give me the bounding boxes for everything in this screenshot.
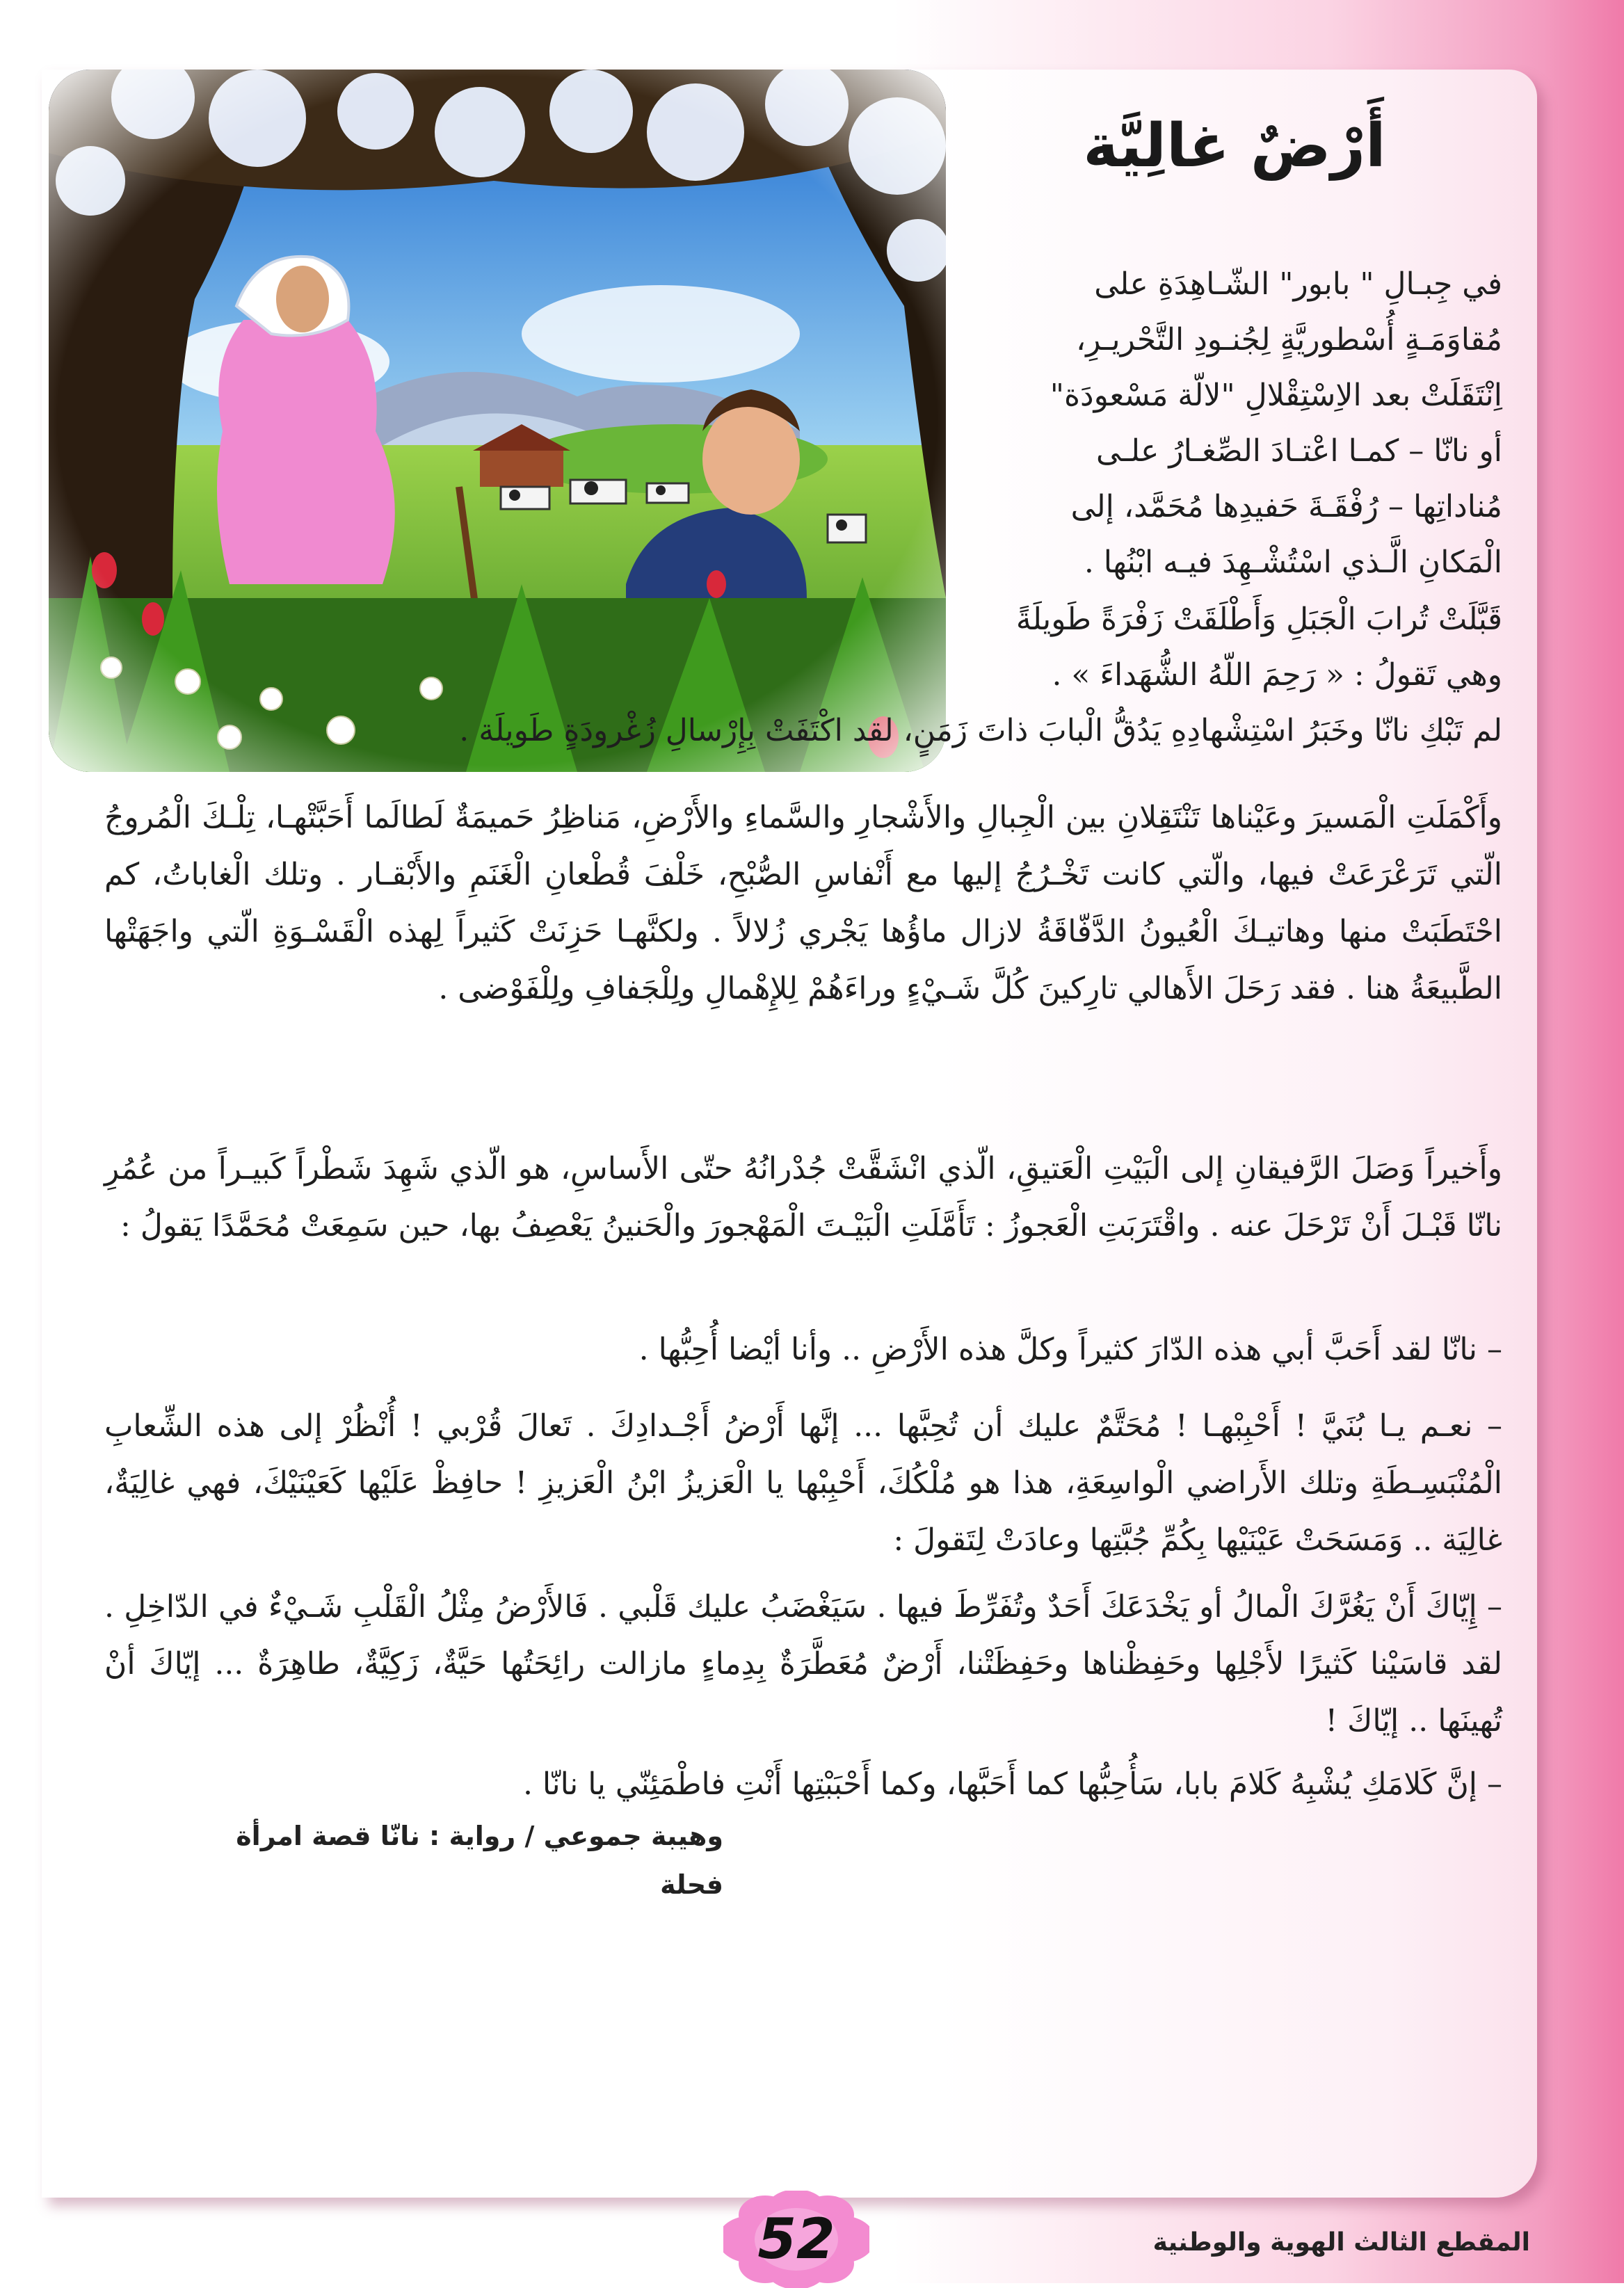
dialogue-grandson-1: – نانّا لقد أَحَبَّ أبي هذه الدّارَ كثيراً وكلَّ هذه الأَرْضِ .. وأنا أيْضا أُحِبُّها . (638, 1332, 1502, 1367)
intro-line-7: قَبَّلَتْ تُرابَ الْجَبَلِ وَأَطْلَقَتْ زَفْرَةً طَويلَةً (1015, 602, 1502, 637)
intro-line-2: مُقاوَمَـةٍ أُسْطوريَّةٍ لِجُنـودِ التَّحْريـرِ، (1076, 322, 1502, 357)
intro-line-4: أو نانّا – كمـا اعْتـادَ الصِّغـارُ علـى (1096, 433, 1502, 469)
unit-footer: المقطع الثالث الهوية والوطنية (1152, 2228, 1530, 2257)
page-number: 52 (757, 2207, 835, 2271)
dialogue-grandmother-2: – إِيّاكَ أَنْ يَغُرَّكَ الْمالُ أو يَخْدَعَكَ أَحَدٌ وتُفَرِّطَ فيها . سَيَغْضَبُ عليك قَلْبي . فَالأَرْضُ مِثْلُ الْقَلْبِ شَـيْءٌ في الدّاخِلِ . لقد قاسَيْنا كَثيرًا لأَجْلِها وحَفِظْناها وحَفِظَتْنا، أَرْضٌ مُعَطَّرَةٌ بِدِماءٍ مازالت رائِحَتُها حَيَّةٌ، زَكِيَّةٌ، طاهِرَةٌ ... إيّاكَ أنْ تُهينَها .. إيّاكَ ! (104, 1589, 1502, 1739)
intro-line-3: اِنْتَقَلَتْ بعد الاِسْتِقْلالِ "لالّة مَسْعودَة" (1050, 378, 1502, 413)
intro-line-1: في جِبـالِ " بابور" الشّـاهِدَةِ على (1094, 266, 1502, 302)
intro-line-8: وهي تَقولُ : « رَحِمَ اللّهُ الشُّهَداءَ » . (1052, 657, 1502, 693)
paragraph-old-house: وأَخيراً وَصَلَ الرَّفيقانِ إلى الْبَيْتِ الْعَتيقِ، الّذي انْشَقَّتْ جُدْرانُهُ حتّى الأَساسِ، هو الّذي شَهِدَ شَطْراً كَبيـراً من عُمُرِ نانّا قَبْـلَ أَنْ تَرْحَلَ عنه . واقْتَرَبَتِ الْعَجوزُ : تَأَمَّلَتِ الْبَيْـتَ الْمَهْجورَ والْحَنينُ يَعْصِفُ بها، حين سَمِعَتْ مُحَمَّدًا يَقولُ : (104, 1151, 1502, 1243)
intro-line-9: لم تَبْكِ نانّا وخَبَرُ اسْتِشْهادِهِ يَدُقُّ الْبابَ ذاتَ زَمَنٍ، لقد اكْتَفَتْ بِإِرْسالِ زُغْرودَةٍ طَويلَة . (459, 713, 1502, 748)
source-attribution: وهيبة جموعي / رواية : نانّا قصة امرأة فحلة (236, 1821, 723, 1900)
intro-line-6: الْمَكانِ الَّـذي اسْتُشْـهِدَ فيـه ابْنُها . (1084, 545, 1502, 580)
dialogue-grandmother-1: – نعـم يـا بُنَيَّ ! أَحْبِبْهـا ! مُحَتَّمٌ عليك أن تُحِبَّها ... إنَّها أَرْضُ أَجْـدادِكَ . تَعالَ قُرْبي ! أُنْظُرْ إلى هذه الشِّعابِ الْمُنْبَسِـطَةِ وتلك الأَراضي الْواسِعَةِ، هذا هو مُلْكُكَ، أَحْبِبْها يا الْعَزيزُ ابْنُ الْعَزيزِ ! حافِظْ عَلَيْها كَعَيْنَيْكَ، فهي غالِيَةٌ، غالِيَة .. وَمَسَحَتْ عَيْنَيْها بِكُمِّ جُبَّتِها وعادَتْ لِتَقولَ : (104, 1408, 1503, 1558)
paragraph-landscape: وأَكْمَلَتِ الْمَسيرَ وعَيْناها تَنْتَقِلانِ بين الْجِبالِ والأَشْجارِ والسَّماءِ والأَرْضِ، مَناظِرُ حَميمَةٌ لَطالَما أَحَبَّتْهـا، تِلْـكَ الْمُروجُ الّتي تَرَعْرَعَتْ فيها، والّتي كانت تَخْـرُجُ إليها مع أَنْفاسِ الصُّبْحِ، خَلْفَ قُطْعانِ الْغَنَمِ والأَبْقـار . وتلك الْغاباتُ، كم احْتَطَبَتْ منها وهاتيـكَ الْعُيونُ الدَّفّاقَةُ لازال ماؤُها يَجْري زُلالاً . ولكنَّهـا حَزِنَتْ كَثيراً لِهذه الْقَسْـوَةِ الّتي واجَهَتْها الطَّبيعَةُ هنا . فقد رَحَلَ الأَهالي تارِكينَ كُلَّ شَـيْءٍ وراءَهُمْ لِلإِهْمالِ ولِلْجَفافِ ولِلْفَوْضى . (104, 800, 1502, 1006)
intro-line-5: مُناداتِها – رُفْقَـةَ حَفيدِها مُحَمَّد، إلى (1070, 489, 1502, 524)
story-illustration (49, 70, 946, 772)
story-title: أَرْضٌ غالِيَّة (1083, 111, 1386, 181)
dialogue-grandson-2: – إنَّ كَلامَكِ يُشْبِهُ كَلامَ بابا، سَأُحِبُّها كما أَحَبَّها، وكما أَحْبَبْتِها أَنْتِ فاطْمَئِنّي يا نانّا . (522, 1766, 1502, 1802)
